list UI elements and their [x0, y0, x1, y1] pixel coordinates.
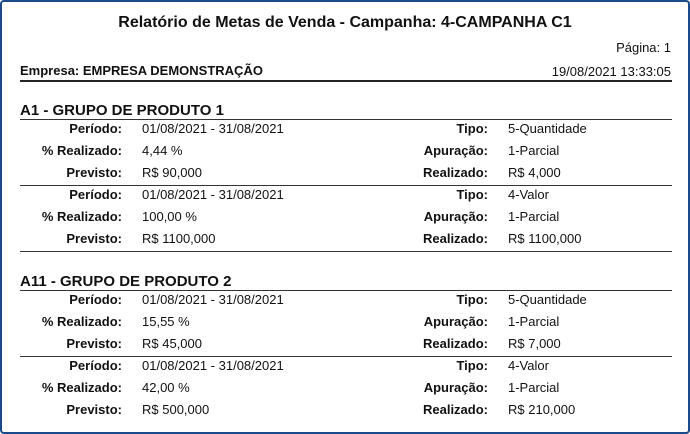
- label-apuracao: Apuração:: [423, 314, 488, 329]
- label-realizado: Realizado:: [422, 165, 488, 180]
- value-realizado-pct: 15,55 %: [142, 314, 190, 329]
- value-realizado: R$ 4,000: [508, 165, 561, 180]
- label-periodo: Período:: [69, 358, 122, 373]
- group-title: A11 - GRUPO DE PRODUTO 2: [20, 273, 232, 290]
- value-realizado-pct: 100,00 %: [142, 209, 197, 224]
- value-tipo: 5-Quantidade: [508, 121, 587, 136]
- value-realizado-pct: 42,00 %: [142, 380, 190, 395]
- label-tipo: Tipo:: [456, 121, 488, 136]
- page-number: Página: 1: [616, 40, 671, 55]
- group-title: A1 - GRUPO DE PRODUTO 1: [20, 102, 224, 119]
- group-end-divider: [20, 251, 672, 252]
- value-realizado-pct: 4,44 %: [142, 143, 183, 158]
- label-periodo: Período:: [69, 187, 122, 202]
- value-periodo: 01/08/2021 - 31/08/2021: [142, 292, 284, 307]
- value-previsto: R$ 45,000: [142, 336, 202, 351]
- value-previsto: R$ 90,000: [142, 165, 202, 180]
- label-realizado-pct: % Realizado:: [41, 209, 122, 224]
- label-tipo: Tipo:: [456, 358, 488, 373]
- label-realizado-pct: % Realizado:: [41, 380, 122, 395]
- label-apuracao: Apuração:: [423, 143, 488, 158]
- value-apuracao: 1-Parcial: [508, 143, 560, 158]
- header-divider: [20, 80, 672, 82]
- value-realizado: R$ 210,000: [508, 402, 576, 417]
- label-periodo: Período:: [69, 121, 122, 136]
- label-realizado-pct: % Realizado:: [41, 314, 122, 329]
- value-periodo: 01/08/2021 - 31/08/2021: [142, 121, 284, 136]
- row-divider: [20, 185, 672, 186]
- value-apuracao: 1-Parcial: [508, 209, 560, 224]
- value-previsto: R$ 500,000: [142, 402, 210, 417]
- label-realizado: Realizado:: [422, 231, 488, 246]
- group-divider: [20, 290, 672, 291]
- value-tipo: 4-Valor: [508, 358, 549, 373]
- label-previsto: Previsto:: [66, 336, 122, 351]
- label-apuracao: Apuração:: [423, 209, 488, 224]
- value-periodo: 01/08/2021 - 31/08/2021: [142, 358, 284, 373]
- value-tipo: 4-Valor: [508, 187, 549, 202]
- value-periodo: 01/08/2021 - 31/08/2021: [142, 187, 284, 202]
- label-previsto: Previsto:: [66, 165, 122, 180]
- label-realizado: Realizado:: [422, 402, 488, 417]
- label-realizado: Realizado:: [422, 336, 488, 351]
- value-previsto: R$ 1100,000: [142, 231, 216, 246]
- value-realizado: R$ 7,000: [508, 336, 561, 351]
- report-datetime: 19/08/2021 13:33:05: [551, 64, 671, 79]
- report-title: Relatório de Metas de Venda - Campanha: 4-CAMPANHA C1: [118, 14, 572, 31]
- label-apuracao: Apuração:: [423, 380, 488, 395]
- label-periodo: Período:: [69, 292, 122, 307]
- group-divider: [20, 119, 672, 120]
- value-tipo: 5-Quantidade: [508, 292, 587, 307]
- row-divider: [20, 356, 672, 357]
- value-apuracao: 1-Parcial: [508, 314, 560, 329]
- label-realizado-pct: % Realizado:: [41, 143, 122, 158]
- value-realizado: R$ 1100,000: [508, 231, 582, 246]
- company-name: Empresa: EMPRESA DEMONSTRAÇÃO: [20, 63, 263, 78]
- label-tipo: Tipo:: [456, 292, 488, 307]
- label-previsto: Previsto:: [66, 402, 122, 417]
- label-previsto: Previsto:: [66, 231, 122, 246]
- label-tipo: Tipo:: [456, 187, 488, 202]
- value-apuracao: 1-Parcial: [508, 380, 560, 395]
